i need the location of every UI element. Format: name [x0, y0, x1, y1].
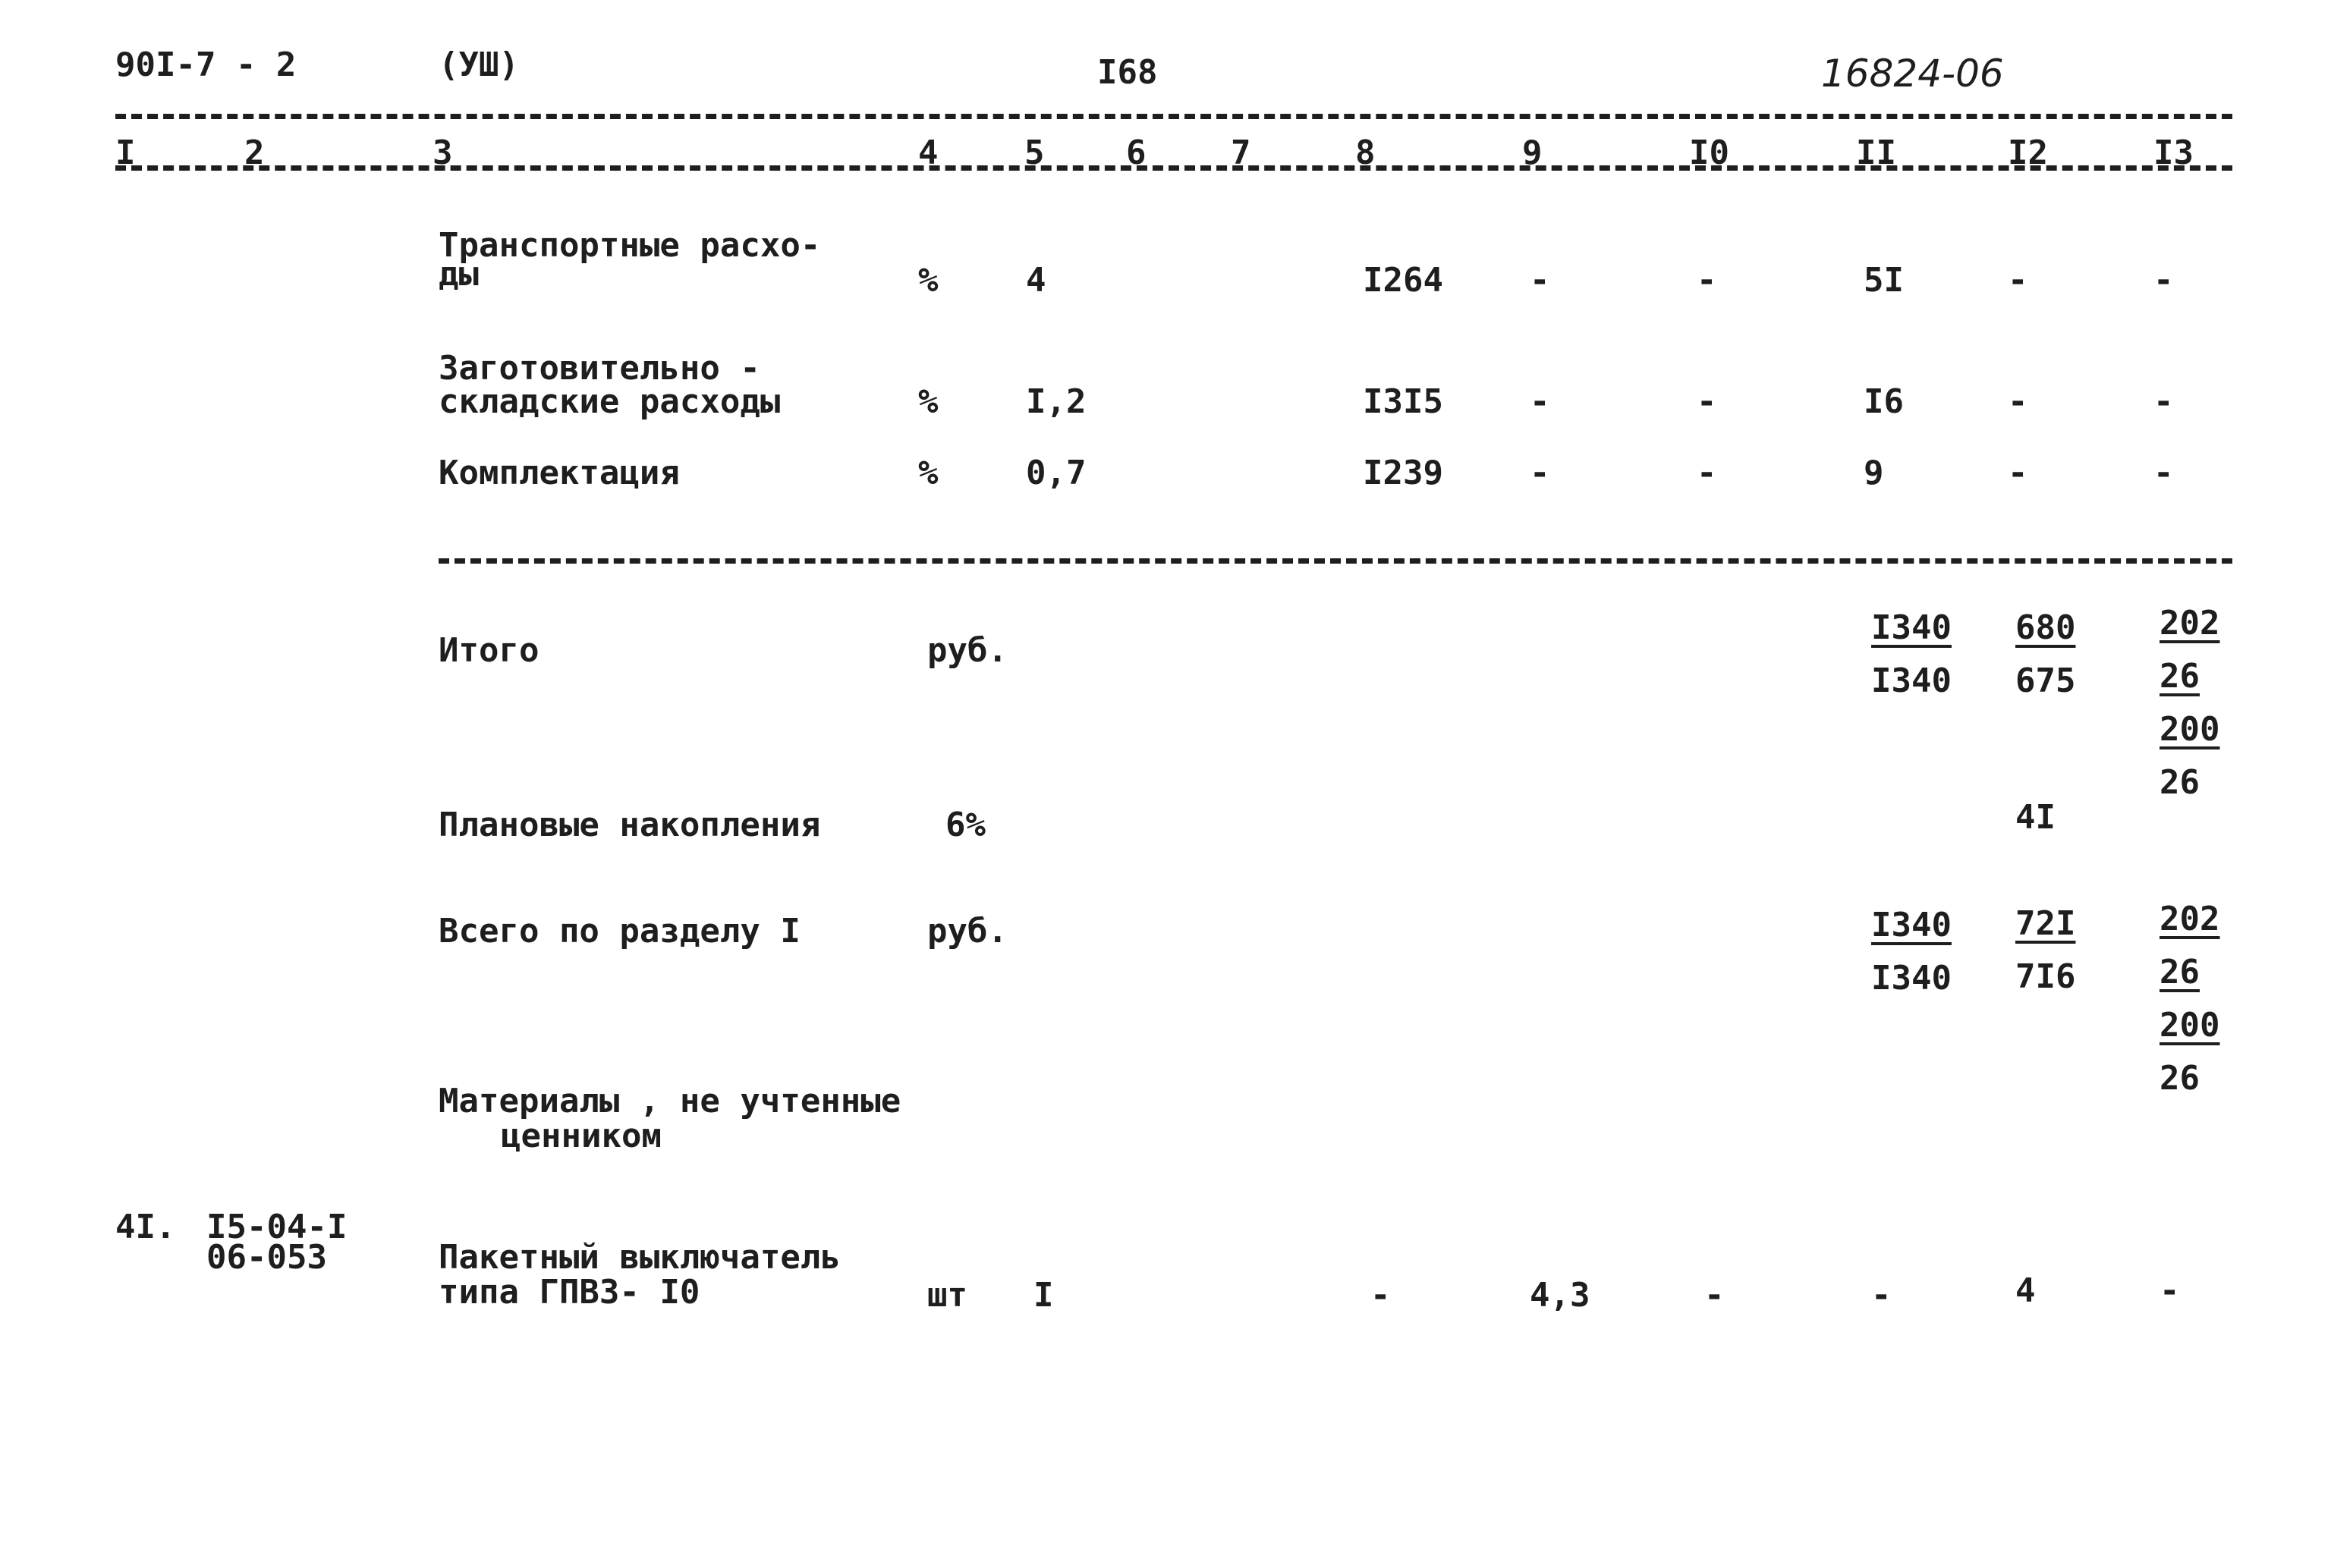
row-value: -	[1697, 454, 1717, 492]
row-value: I340	[1871, 661, 1952, 700]
heading-line: Материалы , не учтенные	[439, 1082, 901, 1120]
row-value: -	[1530, 382, 1550, 421]
column-number: 3	[433, 134, 453, 172]
row-value: 7I6	[2015, 957, 2076, 996]
row-value: -	[2153, 382, 2174, 421]
item-number: 4I.	[115, 1208, 176, 1246]
item-code: 06-053	[206, 1238, 327, 1277]
row-value: -	[1370, 1276, 1391, 1315]
row-name: Итого	[439, 631, 539, 670]
row-unit: %	[918, 454, 939, 492]
row-value: 4	[2015, 1271, 2036, 1310]
header-rule-top	[115, 114, 2232, 119]
row-name: складские расходы	[439, 382, 781, 421]
document-code: 90I-7 - 2	[115, 46, 297, 84]
row-value: I340	[1871, 906, 1952, 944]
row-name: Транспортные расхо-	[439, 226, 821, 265]
row-value: 72I	[2015, 904, 2076, 943]
row-value: I264	[1363, 261, 1443, 300]
row-value: -	[1530, 454, 1550, 492]
inventory-number: 16824-06	[1821, 52, 2004, 96]
row-value: -	[2153, 454, 2174, 492]
column-number: I2	[2008, 134, 2048, 172]
album-number: (УШ)	[439, 46, 519, 84]
row-value: -	[1704, 1276, 1725, 1315]
row-value: I340	[1871, 608, 1952, 647]
row-name: Плановые накопления	[439, 806, 821, 844]
column-number: 9	[1522, 134, 1543, 172]
row-name: Заготовительно -	[439, 349, 760, 388]
row-value: 202	[2160, 900, 2220, 938]
row-value: I	[1033, 1276, 1054, 1315]
column-number: I	[115, 134, 136, 172]
row-value: -	[2008, 382, 2028, 421]
row-name: Пакетный выключатель	[439, 1238, 841, 1277]
row-value: -	[2008, 454, 2028, 492]
column-number: 6	[1126, 134, 1147, 172]
row-value: -	[1697, 382, 1717, 421]
row-value: 202	[2160, 604, 2220, 643]
column-number: I0	[1689, 134, 1729, 172]
page-number: I68	[1097, 53, 1158, 92]
column-number: 8	[1355, 134, 1376, 172]
row-value: 200	[2160, 1006, 2220, 1045]
item-code: I5-04-I	[206, 1208, 348, 1246]
row-value: -	[1871, 1276, 1892, 1315]
row-value: -	[2160, 1271, 2180, 1310]
row-value: I340	[1871, 959, 1952, 998]
row-name: Всего по разделу I	[439, 912, 801, 951]
row-value: I,2	[1026, 382, 1087, 421]
row-value: 4	[1026, 261, 1046, 300]
row-unit: %	[918, 382, 939, 421]
row-value: 4,3	[1530, 1276, 1590, 1315]
row-value: I239	[1363, 454, 1443, 492]
row-value: -	[2008, 261, 2028, 300]
column-number: 5	[1024, 134, 1045, 172]
row-unit: %	[918, 261, 939, 300]
row-unit: руб.	[927, 912, 1008, 951]
column-number: 2	[244, 134, 265, 172]
column-number: II	[1856, 134, 1896, 172]
row-value: 26	[2160, 953, 2200, 991]
row-value: I6	[1864, 382, 1904, 421]
row-value: -	[1530, 261, 1550, 300]
row-value: 0,7	[1026, 454, 1087, 492]
section-separator	[439, 558, 2232, 564]
column-number: 4	[918, 134, 939, 172]
row-value: 4I	[2015, 798, 2056, 837]
row-value: I3I5	[1363, 382, 1443, 421]
row-value: 680	[2015, 608, 2076, 647]
row-value: 26	[2160, 1059, 2200, 1098]
row-value: 9	[1864, 454, 1884, 492]
row-value: -	[2153, 261, 2174, 300]
row-value: 675	[2015, 661, 2076, 700]
row-name: Комплектация	[439, 454, 680, 492]
row-unit: руб.	[927, 631, 1008, 670]
row-name: ды	[439, 255, 479, 294]
row-unit: шт	[927, 1276, 967, 1315]
column-number: I3	[2153, 134, 2194, 172]
row-value: 26	[2160, 657, 2200, 696]
row-value: 5I	[1864, 261, 1904, 300]
row-unit: 6%	[945, 806, 986, 844]
heading-line: ценником	[501, 1117, 662, 1155]
row-value: 26	[2160, 763, 2200, 802]
row-value: 200	[2160, 710, 2220, 749]
row-value: -	[1697, 261, 1717, 300]
column-number: 7	[1231, 134, 1251, 172]
row-name: типа ГПВЗ- I0	[439, 1273, 700, 1312]
